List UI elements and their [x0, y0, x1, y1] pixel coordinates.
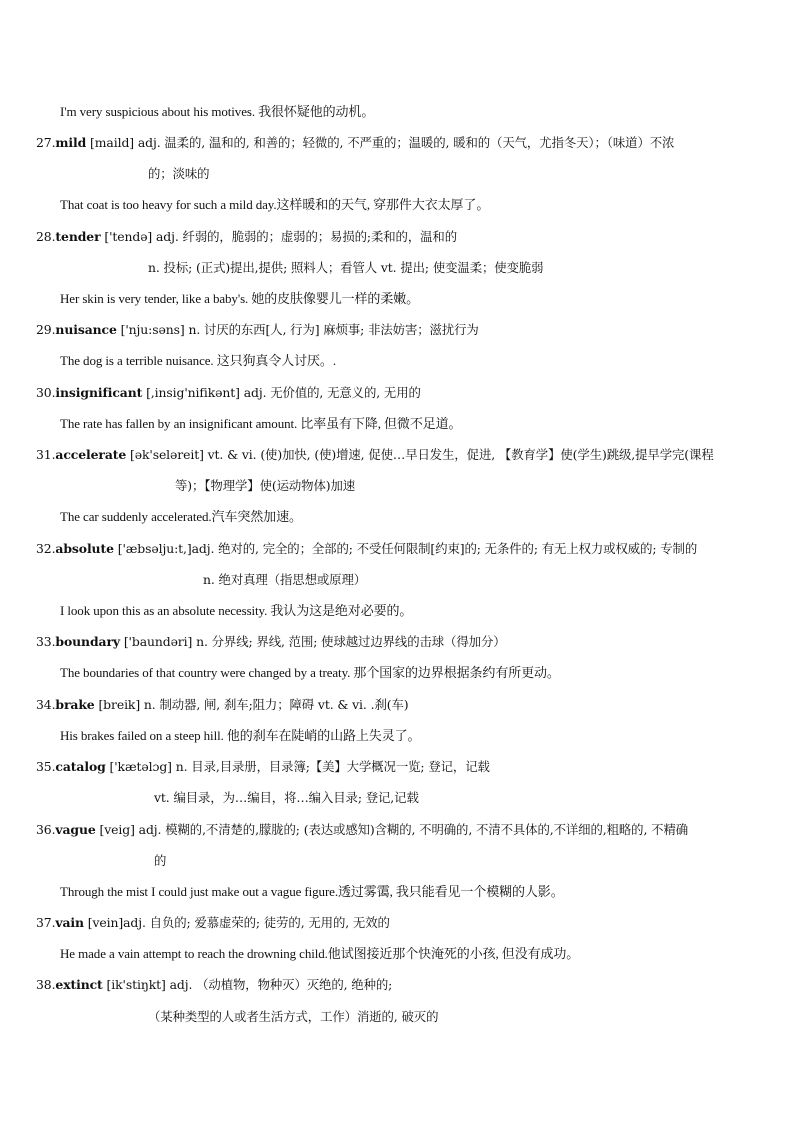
definition: ['æbsəlju:t,]adj. 绝对的, 完全的；全部的; 不受任何限制[约束]的; 无条件的; 有无上权力或权威的; 专制的	[113, 541, 698, 556]
entry-vain	[36, 915, 390, 931]
entry-number: 32.	[36, 541, 56, 556]
definition: [ik'stiŋkt] adj. （动植物，物种灭）灭绝的, 绝种的;	[102, 977, 393, 992]
entry-number: 38.	[36, 977, 56, 992]
example-sentence: The car suddenly accelerated.汽车突然加速。	[60, 509, 302, 524]
entry-number: 35.	[36, 759, 56, 774]
definition: ['tendə] adj. 纤弱的，脆弱的；虚弱的；易损的;柔和的，温和的	[100, 229, 458, 244]
entry-number: 28.	[36, 229, 56, 244]
example-sentence: I'm very suspicious about his motives. 我很怀疑他的动机。	[60, 104, 375, 119]
definition-continued: n. 投标; (正式)提出,提供; 照料人；看管人 vt. 提出; 使变温柔；使变脆弱	[148, 260, 544, 275]
entry-boundary	[36, 634, 506, 650]
headword: absolute	[55, 541, 114, 556]
definition-continued: 等)；【物理学】使(运动物体)加速	[175, 478, 356, 493]
entry-brake	[36, 697, 409, 713]
example-sentence: The boundaries of that country were changed by a treaty. 那个国家的边界根据条约有所更动。	[60, 665, 560, 680]
entry-number: 30.	[36, 385, 56, 400]
definition-continued: vt. 编目录，为…编目，将…编入目录; 登记,记载	[154, 790, 419, 805]
definition: [vein]adj. 自负的; 爱慕虚荣的; 徒劳的, 无用的, 无效的	[83, 915, 390, 930]
entry-accelerate	[36, 447, 714, 463]
example-sentence: I look upon this as an absolute necessity. 我认为这是绝对必要的。	[60, 603, 413, 618]
entry-catalog	[36, 759, 490, 775]
example-sentence: The rate has fallen by an insignificant amount. 比率虽有下降, 但微不足道。	[60, 416, 462, 431]
definition-continued: （某种类型的人或者生活方式，工作）消逝的, 破灭的	[148, 1009, 439, 1024]
headword: brake	[55, 697, 95, 712]
entry-insignificant	[36, 385, 421, 401]
definition: [ək'seləreit] vt. & vi. (使)加快, (使)增速, 促使…早日发生，促进, 【教育学】使(学生)跳级,提早学完(课程	[126, 447, 714, 462]
entry-number: 37.	[36, 915, 56, 930]
example-sentence: His brakes failed on a steep hill. 他的刹车在陡峭的山路上失灵了。	[60, 728, 421, 743]
headword: vague	[55, 822, 96, 837]
headword: boundary	[55, 634, 120, 649]
headword: mild	[55, 135, 87, 150]
definition-continued: 的	[154, 853, 167, 868]
entry-nuisance	[36, 322, 479, 338]
entry-number: 31.	[36, 447, 56, 462]
entry-number: 29.	[36, 322, 56, 337]
headword: insignificant	[55, 385, 143, 400]
example-sentence: Her skin is very tender, like a baby's. 她的皮肤像婴儿一样的柔嫩。	[60, 291, 420, 306]
example-sentence: The dog is a terrible nuisance. 这只狗真令人讨厌。.	[60, 353, 336, 368]
definition: [maild] adj. 温柔的, 温和的, 和善的；轻微的, 不严重的；温暖的, 暖和的（天气，尤指冬天）；（味道）不浓	[86, 135, 675, 150]
entry-number: 27.	[36, 135, 56, 150]
entry-absolute	[36, 541, 697, 557]
example-sentence: Through the mist I could just make out a vague figure.透过雾霭, 我只能看见一个模糊的人影。	[60, 884, 564, 899]
entry-tender	[36, 229, 457, 245]
headword: catalog	[55, 759, 106, 774]
definition: [,insig'nifikənt] adj. 无价值的, 无意义的, 无用的	[142, 385, 421, 400]
entry-number: 33.	[36, 634, 56, 649]
headword: accelerate	[55, 447, 127, 462]
headword: extinct	[55, 977, 103, 992]
entry-mild	[36, 135, 674, 151]
entry-number: 34.	[36, 697, 56, 712]
definition-continued: 的；淡味的	[148, 166, 210, 181]
definition: ['baundəri] n. 分界线; 界线, 范围; 使球越过边界线的击球（得加分）	[119, 634, 506, 649]
entry-vague	[36, 822, 688, 838]
entry-extinct	[36, 977, 392, 993]
definition-continued: n. 绝对真理（指思想或原理）	[203, 572, 367, 587]
definition: [veig] adj. 模糊的,不清楚的,朦胧的; (表达或感知)含糊的, 不明确的, 不清不具体的,不详细的,粗略的, 不精确	[95, 822, 689, 837]
definition: [breik] n. 制动器, 闸, 刹车;阻力；障碍 vt. & vi. .刹(车)	[94, 697, 409, 712]
definition: ['nju:səns] n. 讨厌的东西[人, 行为] 麻烦事; 非法妨害；滋扰行为	[116, 322, 479, 337]
headword: nuisance	[55, 322, 117, 337]
definition: ['kætəlɔg] n. 目录,目录册，目录簿;【美】大学概况一览; 登记，记载	[105, 759, 490, 774]
entry-number: 36.	[36, 822, 56, 837]
headword: tender	[55, 229, 101, 244]
example-sentence: He made a vain attempt to reach the drowning child.他试图接近那个快淹死的小孩, 但没有成功。	[60, 946, 580, 961]
headword: vain	[55, 915, 84, 930]
example-sentence: That coat is too heavy for such a mild day.这样暖和的天气, 穿那件大衣太厚了。	[60, 197, 490, 212]
